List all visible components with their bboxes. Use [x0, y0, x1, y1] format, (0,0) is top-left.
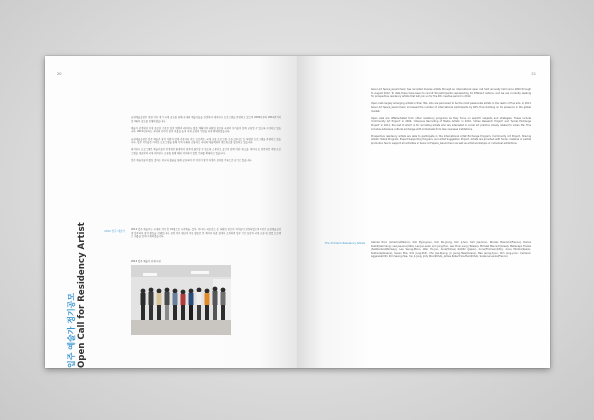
- side-heading-left: 2012 입주 예술가: [104, 230, 125, 233]
- paragraph: 입주 예술가들의 활동 결과는 전시와 출판을 통해 공유되며 각 작가의 창작 과정과 성과를 기록으로 남기고 있습니다.: [131, 159, 252, 163]
- artist-list: Gabriel Ricci (America/Mexico), Kim Byung-kuu, Kim Bo-Joong, Kim Ji-Soo, Kim Jae-hoon, Nicolas Maurand(France), Darius Koehli(Germany), Lee Jae-woo(USA), Lee Jun-seok, Lim Jung-Hun, Lee Chun-Lung (Taiwan), Michael Mannich(Israel), Mellenapo Franke (Switzerland/Norway), Lee Seung-Moon, Wan Ho-Jun, Arne(Tomas) Koblitz (Japan), Anne(Thomson(UK)), Anna Minton(Spain), Kostoulis(Greece), Susan Eile, Kim Jung-Shih, Cho Jae-Ryung, Jo Jeong-Hee(Greece), Bae Jeong-hyun, Kim Jong-yoon, Cameron Aggarwal(UK), Kim Seong-Hee, Yun Ji-Jung, Jody Wood(USA), James Robert Southard(USA), Suzanne Lanza(France): [371, 241, 531, 259]
- paragraph: Seoul Art Space_Geumcheon has recruited diverse artists through an international open call held annually held since 2009 through to August 2012. To date there have been to recruit 90 participants representing 19 different nations, and we are currently seeking for prospective residency artists that will join us for the 4th creative period in 2012.: [371, 88, 531, 99]
- english-body-text: [371, 88, 531, 149]
- group-photo-image: [131, 265, 231, 335]
- page-number-right: 21: [531, 72, 536, 76]
- left-page: [45, 56, 297, 368]
- group-photo: [131, 265, 231, 335]
- paragraph: 금천예술공장은 개관 이후 정기 국제 공모를 통해 국내외 예술가들을 선정하여 레지던시 프로그램을 운영하고 있으며 2009년부터 2012년까지 총 4회의 공모를 진행하였습니다.: [131, 116, 281, 123]
- paragraph: 금천예술공장은 입주 예술가 창작 지원과 함께 커뮤니티 아트 프로젝트, 국제 교류 프로그램, 오픈스튜디오 등 다양한 프로그램을 운영하고 있습니다. 입주 작가들은 이러한 프로그램을 통해 지역 사회와 소통하고 국내외 예술계와의 네트워크를 형성하고 있습니다.: [131, 137, 281, 145]
- right-page: [297, 56, 550, 368]
- paragraph: 예술가 선정에서 가장 중요한 기준은 창작 역량과 레지던시 활동 계획이며 다양한 장르와 국적의 작가들이 함께 교류할 수 있도록 구성하고 있습니다. 2011년부터는 국내외 작가의 참여 비율을 높여 국제 교류의 기반을 더욱 확대하였습니다.: [131, 126, 281, 134]
- korean-body-text: [131, 116, 281, 166]
- title-english: Open Call for Residency Artist: [77, 222, 87, 368]
- vertical-title: [67, 222, 97, 368]
- side-heading-right: The 3rd-term Residency Artists: [324, 242, 365, 245]
- paragraph: Open calls largely emerging artists in their 30s, who are perceived to be the most passionate artists in the realm of fine arts. In 2011 Seoul Art Space_Geumcheon increased the number of international participants by 60% thus building on its presence in the global market.: [371, 102, 531, 113]
- side-paragraph-left: 2012 입주 예술가는 국내외 작가 총 22명으로 시각예술, 설치, 미디어, 퍼포먼스 등 다양한 장르의 작가들이 선정되었으며 1년간 금천예술공장에 입주하여 창작 활동을 진행합니다. 선정 작가 명단과 주요 활동은 본 책자의 다음 장에서 소개하며 입주 기간 동안의 국제 교류 및 협업 프로젝트 내용을 함께 수록하였습니다.: [131, 228, 281, 239]
- paragraph: Open calls are differentiated from other residency programs as they focus on specific subjects and strategies. These include 'Community Art Project' in 2009, 'Intensive Recruiting of Media Artists' in 2010, 'Urban Research Project' and 'Social Exchange Project' in 2011, the last of which is for recruiting artists who are interested in social art practice closely related to urban life. This includes extensive cultural exchange with individuals from less overseas institutions.: [371, 116, 531, 131]
- paragraph: 레지던시 프로그램은 예술가들이 안정적인 환경에서 창작에 몰두할 수 있도록 스튜디오 공간과 함께 비평, 워크숍, 세미나 등 전문적인 지원 프로그램을 제공하며 국제 레지던시 교류를 통해 해외 작가와의 협업 기회를 확대하고 있습니다.: [131, 148, 281, 155]
- page-number-left: 20: [57, 72, 62, 76]
- photo-caption: 2012 입주 예술가 단체 사진: [131, 260, 161, 263]
- paragraph: Prospective residency artists are able to participate in the International Artist Exchange Program, Community Art Project, Sharing Artistic Talent Program, Expert Supporting Program, and Artist Suggestion Project. Artists are provided with funds, material or partial promotion fee to support all activities in Seoul Art Space_Geumcheon as well as artist workshops or individual exhibitions.: [371, 134, 531, 145]
- book-spread: [45, 56, 550, 368]
- title-korean: 입주 예술가 정기공모: [67, 292, 76, 368]
